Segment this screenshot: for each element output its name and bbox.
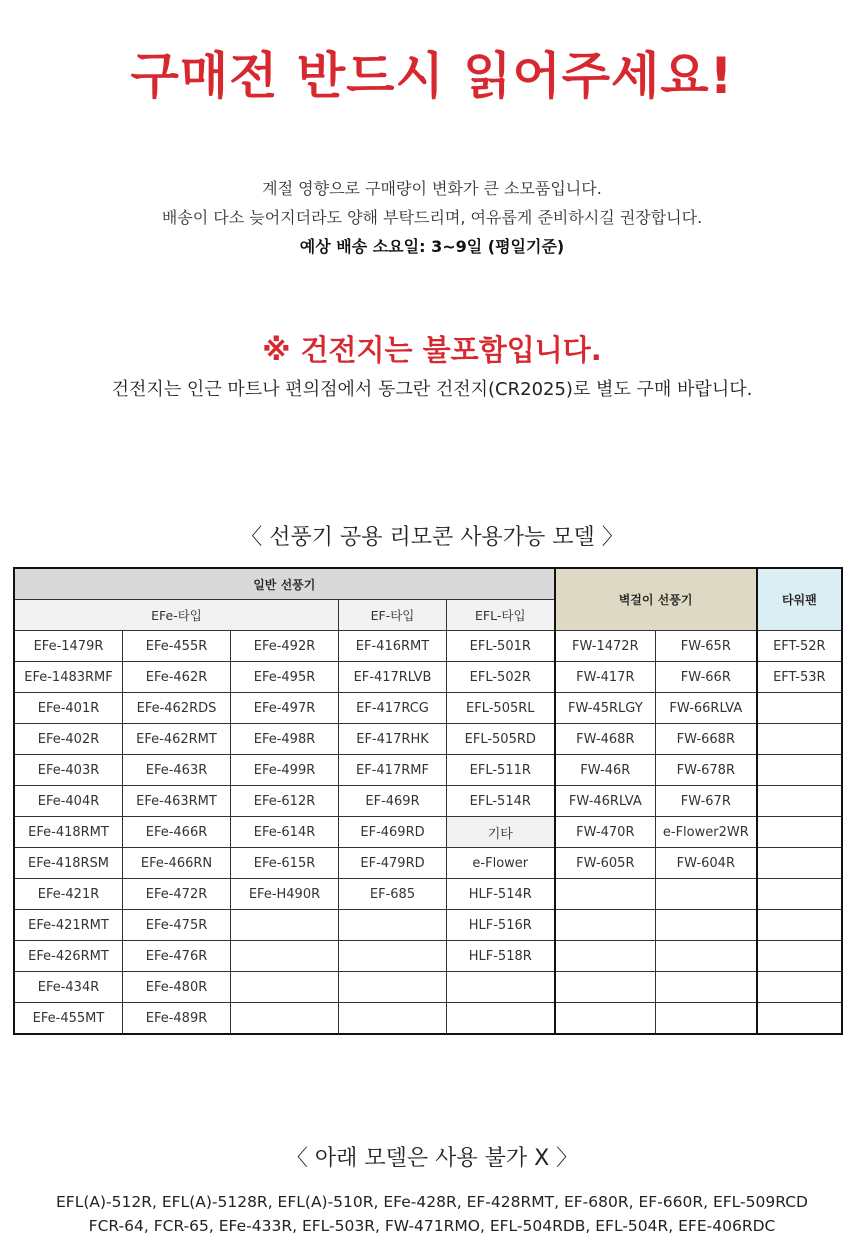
- notice-line-2: 배송이 다소 늦어지더라도 양해 부탁드리며, 여유롭게 준비하시길 권장합니다.: [161, 208, 703, 227]
- model-cell: FW-668R: [656, 724, 757, 755]
- model-cell: EFe-462RDS: [123, 693, 231, 724]
- model-cell: FW-67R: [656, 786, 757, 817]
- notice-line-1: 계절 영향으로 구매량이 변화가 큰 소모품입니다.: [262, 179, 602, 198]
- model-cell: HLF-516R: [447, 910, 555, 941]
- model-cell: EFe-426RMT: [15, 941, 123, 972]
- model-cell: 기타: [447, 817, 555, 848]
- model-cell: [757, 972, 842, 1003]
- model-cell: FW-65R: [656, 631, 757, 662]
- model-cell: EFe-489R: [123, 1003, 231, 1034]
- model-cell: HLF-514R: [447, 879, 555, 910]
- model-cell: EFe-463R: [123, 755, 231, 786]
- model-cell: [757, 1003, 842, 1034]
- model-cell: EFe-495R: [231, 662, 339, 693]
- battery-warning-body: 건전지는 인근 마트나 편의점에서 동그란 건전지(CR2025)로 별도 구매 바랍니다.: [111, 379, 753, 400]
- model-cell: EFe-462RMT: [123, 724, 231, 755]
- model-cell: EF-479RD: [339, 848, 447, 879]
- model-cell: FW-417R: [555, 662, 656, 693]
- model-cell: EFe-403R: [15, 755, 123, 786]
- header-tower-fan: 타워팬: [757, 569, 842, 631]
- model-cell: EFL-511R: [447, 755, 555, 786]
- model-cell: [757, 879, 842, 910]
- model-cell: [555, 910, 656, 941]
- table-row: [15, 662, 842, 693]
- model-cell: EFe-404R: [15, 786, 123, 817]
- table-row: [15, 941, 842, 972]
- model-cell: FW-66RLVA: [656, 693, 757, 724]
- model-cell: EFe-402R: [15, 724, 123, 755]
- model-cell: [656, 972, 757, 1003]
- model-cell: [447, 1003, 555, 1034]
- model-cell: EFL-501R: [447, 631, 555, 662]
- model-cell: EFL-514R: [447, 786, 555, 817]
- model-cell: EFe-455R: [123, 631, 231, 662]
- compatible-models-title: 〈 선풍기 공용 리모콘 사용가능 모델 〉: [240, 525, 624, 550]
- model-cell: FW-46RLVA: [555, 786, 656, 817]
- model-cell: FW-605R: [555, 848, 656, 879]
- model-cell: EFe-466R: [123, 817, 231, 848]
- model-cell: EFe-472R: [123, 879, 231, 910]
- table-row: [15, 910, 842, 941]
- model-cell: FW-66R: [656, 662, 757, 693]
- model-cell: [656, 879, 757, 910]
- unavailable-models-title: 〈 아래 모델은 사용 불가 X 〉: [285, 1146, 579, 1171]
- model-cell: [555, 941, 656, 972]
- model-cell: [339, 941, 447, 972]
- model-cell: [555, 879, 656, 910]
- model-cell: [339, 1003, 447, 1034]
- model-cell: EFe-421R: [15, 879, 123, 910]
- header-ef-type: EF-타입: [339, 600, 447, 631]
- model-cell: e-Flower2WR: [656, 817, 757, 848]
- model-cell: EFe-463RMT: [123, 786, 231, 817]
- model-cell: EFe-466RN: [123, 848, 231, 879]
- model-cell: [555, 1003, 656, 1034]
- model-cell: [757, 910, 842, 941]
- model-cell: EFe-492R: [231, 631, 339, 662]
- model-cell: [656, 910, 757, 941]
- model-cell: EF-685: [339, 879, 447, 910]
- header-efl-type: EFL-타입: [447, 600, 555, 631]
- table-row: [15, 631, 842, 662]
- model-cell: [757, 786, 842, 817]
- model-cell: FW-604R: [656, 848, 757, 879]
- model-cell: [339, 972, 447, 1003]
- model-cell: [339, 910, 447, 941]
- table-row: [15, 724, 842, 755]
- model-cell: [757, 817, 842, 848]
- model-cell: EFe-434R: [15, 972, 123, 1003]
- model-cell: EFe-499R: [231, 755, 339, 786]
- model-cell: [231, 972, 339, 1003]
- model-cell: [757, 693, 842, 724]
- model-cell: FW-46R: [555, 755, 656, 786]
- model-cell: EFT-52R: [757, 631, 842, 662]
- model-cell: EF-417RMF: [339, 755, 447, 786]
- battery-warning-title: ※ 건전지는 불포함입니다.: [262, 333, 602, 367]
- model-cell: EFe-421RMT: [15, 910, 123, 941]
- model-cell: EFL-502R: [447, 662, 555, 693]
- model-cell: EFe-462R: [123, 662, 231, 693]
- model-cell: FW-1472R: [555, 631, 656, 662]
- model-cell: EFe-418RSM: [15, 848, 123, 879]
- delivery-days: 예상 배송 소요일: 3~9일 (평일기준): [299, 237, 565, 256]
- model-cell: [757, 724, 842, 755]
- model-cell: [656, 941, 757, 972]
- model-cell: EFT-53R: [757, 662, 842, 693]
- unavailable-models-line-1: EFL(A)-512R, EFL(A)-5128R, EFL(A)-510R, EFe-428R, EF-428RMT, EF-680R, EF-660R, EFL-509RCD: [56, 1193, 808, 1211]
- model-cell: [656, 1003, 757, 1034]
- page-title: 구매전 반드시 읽어주세요!: [130, 47, 734, 105]
- header-efe-type: EFe-타입: [15, 600, 339, 631]
- table-row: [15, 848, 842, 879]
- table-row: [15, 755, 842, 786]
- model-cell: [447, 972, 555, 1003]
- model-cell: [231, 1003, 339, 1034]
- model-cell: EFe-455MT: [15, 1003, 123, 1034]
- model-cell: EFe-475R: [123, 910, 231, 941]
- model-cell: EFe-1479R: [15, 631, 123, 662]
- model-cell: HLF-518R: [447, 941, 555, 972]
- model-cell: FW-470R: [555, 817, 656, 848]
- model-cell: EF-417RLVB: [339, 662, 447, 693]
- model-cell: [757, 848, 842, 879]
- model-cell: [555, 972, 656, 1003]
- table-row: [15, 1003, 842, 1034]
- model-cell: EFe-H490R: [231, 879, 339, 910]
- table-row: [15, 972, 842, 1003]
- model-cell: EF-417RCG: [339, 693, 447, 724]
- model-cell: FW-678R: [656, 755, 757, 786]
- model-cell: EFe-615R: [231, 848, 339, 879]
- model-cell: EFL-505RL: [447, 693, 555, 724]
- model-cell: EFe-497R: [231, 693, 339, 724]
- header-wall-fan: 벽걸이 선풍기: [555, 569, 757, 631]
- table-row: [15, 786, 842, 817]
- model-cell: EFL-505RD: [447, 724, 555, 755]
- table-row: [15, 817, 842, 848]
- model-cell: EFe-498R: [231, 724, 339, 755]
- table-row: [15, 879, 842, 910]
- compatible-models-table: [14, 568, 842, 1034]
- model-cell: EFe-476R: [123, 941, 231, 972]
- model-cell: EF-469RD: [339, 817, 447, 848]
- model-cell: EFe-401R: [15, 693, 123, 724]
- model-cell: FW-468R: [555, 724, 656, 755]
- model-cell: EF-469R: [339, 786, 447, 817]
- model-cell: EFe-480R: [123, 972, 231, 1003]
- table-row: [15, 693, 842, 724]
- unavailable-models-line-2: FCR-64, FCR-65, EFe-433R, EFL-503R, FW-471RMO, EFL-504RDB, EFL-504R, EFE-406RDC: [88, 1217, 776, 1235]
- model-cell: FW-45RLGY: [555, 693, 656, 724]
- model-cell: [757, 755, 842, 786]
- model-cell: e-Flower: [447, 848, 555, 879]
- model-cell: [757, 941, 842, 972]
- model-cell: EF-416RMT: [339, 631, 447, 662]
- header-general-fan: 일반 선풍기: [15, 569, 555, 600]
- model-cell: EFe-612R: [231, 786, 339, 817]
- model-cell: EF-417RHK: [339, 724, 447, 755]
- model-cell: EFe-1483RMF: [15, 662, 123, 693]
- model-cell: [231, 910, 339, 941]
- model-cell: [231, 941, 339, 972]
- model-cell: EFe-418RMT: [15, 817, 123, 848]
- model-cell: EFe-614R: [231, 817, 339, 848]
